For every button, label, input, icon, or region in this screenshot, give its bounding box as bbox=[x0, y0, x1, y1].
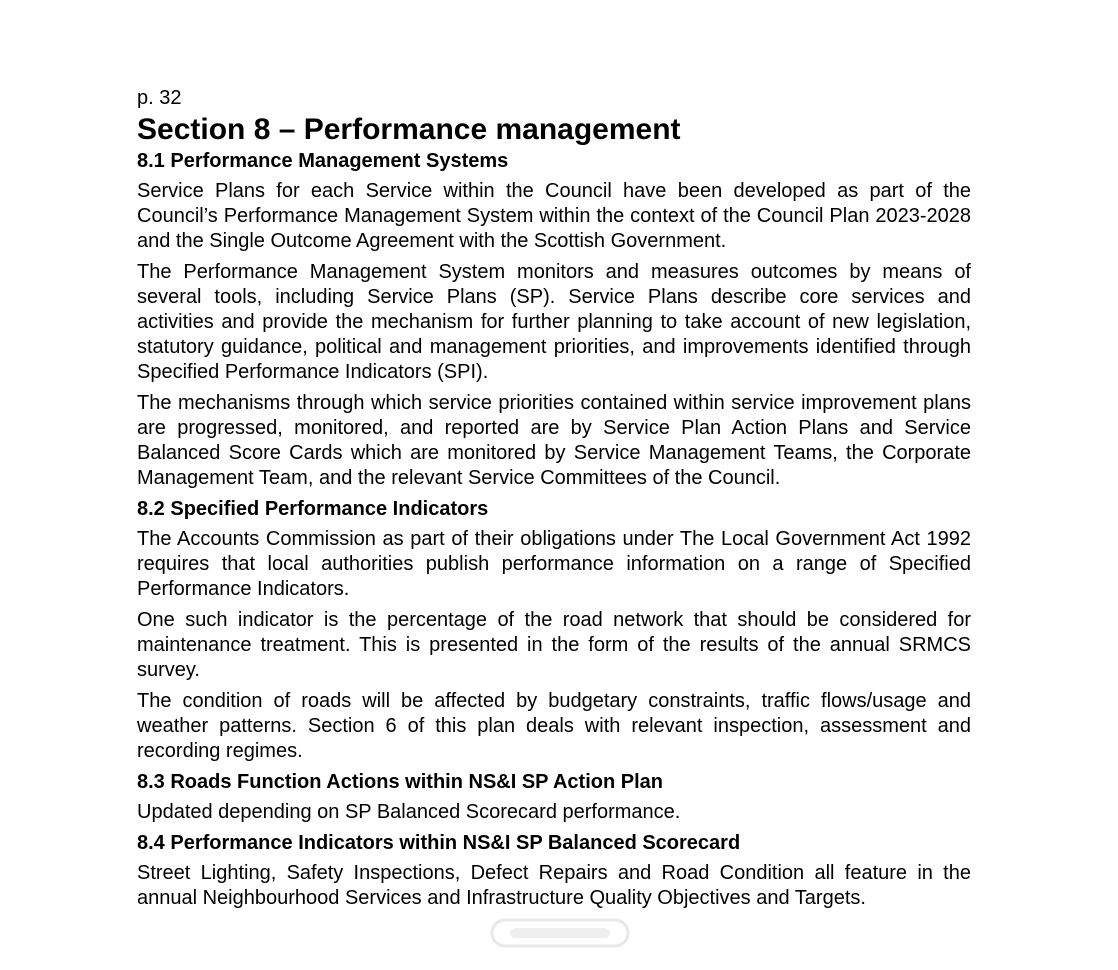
paragraph: Service Plans for each Service within the Council have been developed as part of the Council’s Performance Management System within the context of the Council Plan 2023-2028 and the Single Outcome Agreement with the Scottish Government. bbox=[137, 180, 971, 252]
paragraph: The Performance Management System monitors and measures outcomes by means of several tools, including Service Plans (SP). Service Plans describe core services and activities and provide the mechanism for further planning to take account of new legislation, statutory guidance, political and management priorities, and improvements identified through Specified Performance Indicators (SPI). bbox=[137, 261, 971, 383]
document-page bbox=[137, 86, 971, 917]
subsection-heading-8-4: 8.4 Performance Indicators within NS&I SP Balanced Scorecard bbox=[137, 832, 741, 854]
page-number: p. 32 bbox=[137, 87, 182, 109]
paragraph: Street Lighting, Safety Inspections, Defect Repairs and Road Condition all feature in the annual Neighbourhood Services and Infrastructure Quality Objectives and Targets. bbox=[137, 862, 971, 909]
subsection-heading-8-1: 8.1 Performance Management Systems bbox=[137, 150, 509, 172]
subsection-heading-8-3: 8.3 Roads Function Actions within NS&I SP Action Plan bbox=[137, 771, 663, 793]
paragraph: The condition of roads will be affected by budgetary constraints, traffic flows/usage and weather patterns. Section 6 of this plan deals with relevant inspection, assessment and recording regimes. bbox=[137, 690, 971, 762]
paragraph: Updated depending on SP Balanced Scorecard performance. bbox=[137, 801, 681, 823]
watermark-logo bbox=[490, 916, 630, 950]
paragraph: The mechanisms through which service priorities contained within service improvement plans are progressed, monitored, and reported are by Service Plan Action Plans and Service Balanced Score Cards which are monitored by Service Management Teams, the Corporate Management Team, and the relevant Service Committees of the Council. bbox=[137, 392, 971, 489]
subsection-heading-8-2: 8.2 Specified Performance Indicators bbox=[137, 498, 489, 520]
paragraph: The Accounts Commission as part of their obligations under The Local Government Act 1992 requires that local authorities publish performance information on a range of Specified Performance Indicators. bbox=[137, 528, 971, 600]
paragraph: One such indicator is the percentage of the road network that should be considered for maintenance treatment. This is presented in the form of the results of the annual SRMCS survey. bbox=[137, 609, 971, 681]
section-title: Section 8 – Performance management bbox=[137, 113, 681, 146]
